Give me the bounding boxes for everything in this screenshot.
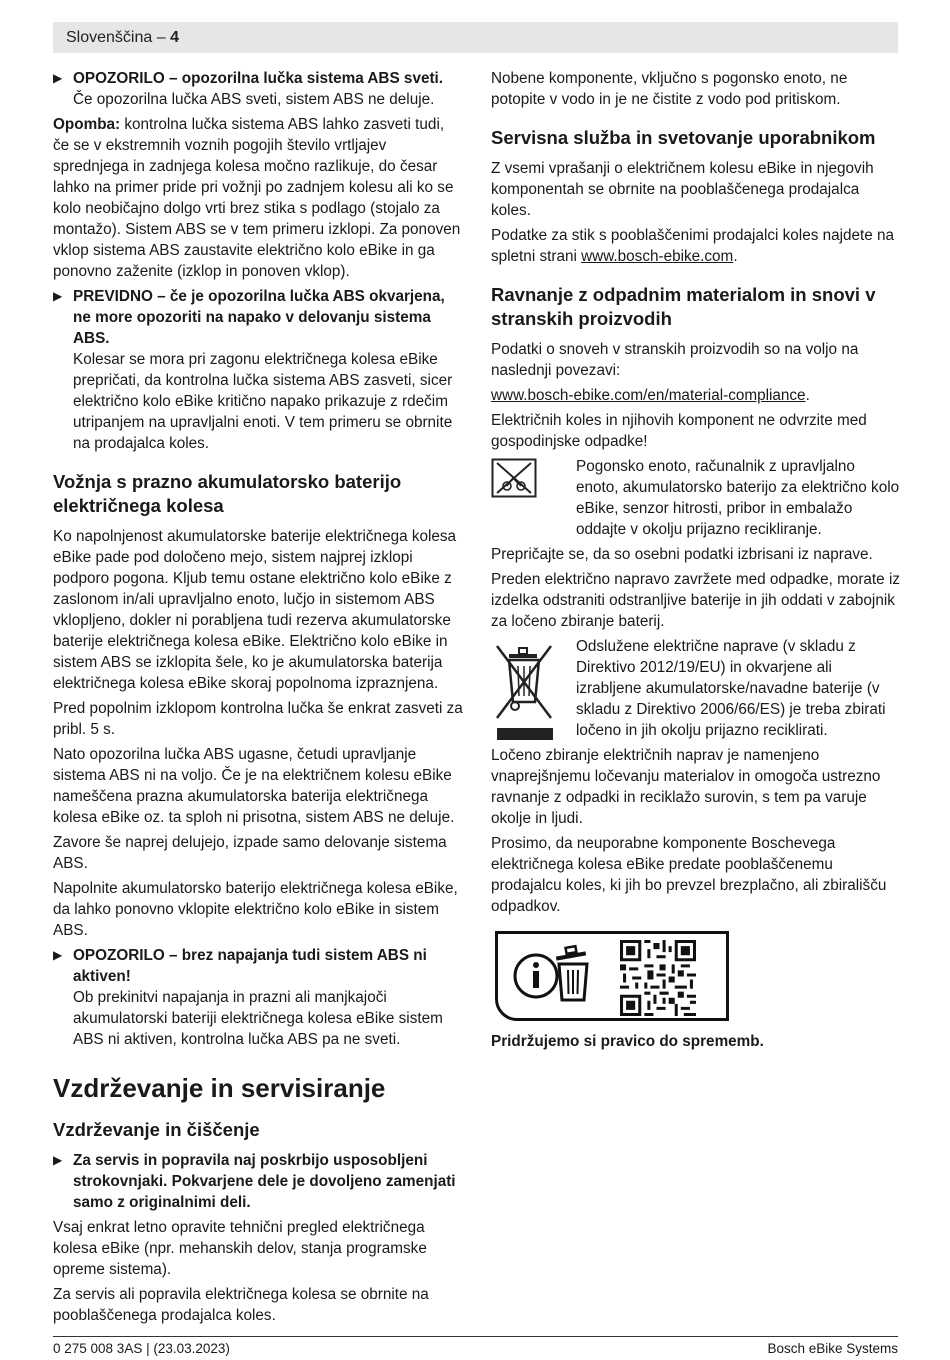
- note-paragraph: [53, 114, 463, 282]
- paragraph: Nobene komponente, vključno s pogonsko enoto, ne potopite v vodo in je ne čistite z vodo pod pritiskom.: [491, 70, 848, 108]
- warning-title: OPOZORILO – opozorilna lučka sistema ABS sveti.: [73, 70, 444, 87]
- warning-abs-light-on: [53, 68, 463, 110]
- paragraph: Ločeno zbiranje električnih naprav je namenjeno vnaprejšnjemu ločevanju materialov in omogoča ustrezno ravnanje z odpadki in reciklažo surovin, s tem pa varuje okolje in ljudi.: [491, 747, 881, 827]
- arrow-right-icon: ▶: [53, 289, 63, 303]
- no-household-waste-icon: [491, 458, 537, 498]
- heading-empty-battery: Vožnja s prazno akumulatorsko baterijo električnega kolesa: [53, 471, 402, 516]
- paragraph: Vsaj enkrat letno opravite tehnični pregled električnega kolesa eBike (npr. mehanskih delov, stanja programske opreme sistema).: [53, 1219, 427, 1278]
- page-header: [53, 22, 898, 53]
- note-text: kontrolna lučka sistema ABS lahko zasveti tudi, če se v ekstremnih voznih pogojih število vrtljajev sprednjega in zadnjega kolesa močno razlikuje, do česar lahko na primer pride pri vožnji po zadnjem kolesu ali ko se kolo neobičajno dolgo vrti brez stika s podlago (stojalo za montažo). Sistem ABS se v tem primeru izklopi. Za ponoven vklop sistema ABS zaustavite električno kolo eBike in ga ponovno zaženite (izklop in ponoven vklop).: [53, 116, 461, 280]
- warning-qualified-service: [53, 1150, 463, 1213]
- weee-block: [491, 636, 901, 741]
- document-id: 0 275 008 3AS | (23.03.2023): [53, 1341, 230, 1356]
- heading-customer-service: Servisna služba in svetovanje uporabnikom: [491, 127, 876, 148]
- warning-text: Ob prekinitvi napajanja in prazni ali manjkajoči akumulatorski bateriji električnega kolesa eBike sistem ABS ni aktiven, kontrolna lučka ABS pa ne sveti.: [73, 989, 443, 1048]
- material-compliance-link[interactable]: www.bosch-ebike.com/en/material-compliance: [491, 387, 806, 404]
- paragraph: Prosimo, da neuporabne komponente Boschevega električnega kolesa eBike predate pooblaščenemu prodajalcu koles, ki jih bo prevzel brezplačno, ali zbirališču odpadkov.: [491, 835, 887, 915]
- info-recycling-box: [495, 931, 729, 1021]
- paragraph: Napolnite akumulatorsko baterijo električnega kolesa eBike, da lahko ponovno vklopite električno kolo eBike in sistem ABS.: [53, 880, 458, 939]
- heading-maintenance-cleaning: Vzdrževanje in čiščenje: [53, 1119, 260, 1140]
- warning-no-power: [53, 945, 463, 1050]
- heading-waste-disposal: Ravnanje z odpadnim materialom in snovi v stranskih proizvodih: [491, 284, 876, 329]
- recycle-block: [491, 456, 901, 540]
- info-bin-icon: [512, 944, 608, 1004]
- warning-title: OPOZORILO – brez napajanja tudi sistem ABS ni aktiven!: [73, 947, 427, 985]
- note-label: Opomba:: [53, 116, 121, 133]
- warning-title: Za servis in popravila naj poskrbijo usposobljeni strokovnjaki. Pokvarjene dele je dovoljeno zamenjati samo z originalnimi deli.: [73, 1152, 456, 1211]
- page-footer: [53, 1336, 898, 1356]
- header-language: Slovenščina –: [66, 29, 171, 46]
- paragraph: Podatki o snoveh v stranskih proizvodih so na voljo na naslednji povezavi:: [491, 341, 859, 379]
- paragraph: Za servis ali popravila električnega kolesa se obrnite na pooblaščenega prodajalca koles.: [53, 1286, 429, 1324]
- paragraph: Zavore še naprej delujejo, izpade samo delovanje sistema ABS.: [53, 834, 447, 872]
- brand-name: Bosch eBike Systems: [767, 1341, 898, 1356]
- caution-abs-light-defect: [53, 286, 463, 454]
- qr-code-icon: [620, 940, 696, 1016]
- page-number: 4: [170, 29, 179, 46]
- crossed-out-bin-icon: [491, 640, 557, 748]
- link-end: .: [805, 387, 810, 404]
- warning-text: Kolesar se mora pri zagonu električnega kolesa eBike prepričati, da kontrolna lučka sistema ABS zasveti, sicer električno kolo eBike kritično napako prikazuje z rdečim utripanjem na upravljalni enoti. V tem primeru se obrnite na prodajalca koles.: [73, 351, 453, 452]
- warning-text: Če opozorilna lučka ABS sveti, sistem ABS ne deluje.: [73, 91, 435, 108]
- arrow-right-icon: ▶: [53, 948, 63, 962]
- arrow-right-icon: ▶: [53, 1153, 63, 1167]
- weee-text: Odslužene električne naprave (v skladu z Direktivo 2012/19/EU) in okvarjene ali izrabljene akumulatorske/navadne baterije (v skladu z Direktivo 2006/66/ES) je treba zbirati ločeno in jih okolju prijazno reciklirati.: [576, 638, 886, 739]
- right-column: [491, 68, 901, 1056]
- service-end: .: [733, 248, 738, 265]
- paragraph: Električnih koles in njihovih komponent ne odvrzite med gospodinjske odpadke!: [491, 412, 867, 450]
- paragraph: [491, 385, 901, 406]
- bosch-ebike-link[interactable]: www.bosch-ebike.com: [581, 248, 734, 265]
- paragraph: Prepričajte se, da so osebni podatki izbrisani iz naprave.: [491, 546, 873, 563]
- paragraph: [491, 225, 901, 267]
- service-text: Podatke za stik s pooblaščenimi prodajalci koles najdete na spletni strani: [491, 227, 895, 265]
- paragraph: Z vsemi vprašanji o električnem kolesu eBike in njegovih komponentah se obrnite na pooblaščenega prodajalca koles.: [491, 160, 874, 219]
- paragraph: Pred popolnim izklopom kontrolna lučka še enkrat zasveti za pribl. 5 s.: [53, 700, 463, 738]
- paragraph: Ko napolnjenost akumulatorske baterije električnega kolesa eBike pade pod določeno mejo, sistem najprej izklopi podporo pogona. Kljub temu ostane električno kolo eBike z zaslonom in/ali upravljalno enoto, lučjo in sistemom ABS vklopljeno, dokler ni porabljena tudi rezerva akumulatorske baterije električnega kolesa eBike. Električno kolo eBike in sistem ABS se izklopita šele, ko je akumulatorska baterija električnega kolesa eBike skoraj popolnoma izpraznjena.: [53, 528, 457, 692]
- paragraph: Preden električno napravo zavržete med odpadke, morate iz izdelka odstraniti odstranljive baterije in jih oddati v zabojnik za ločeno zbiranje baterij.: [491, 571, 900, 630]
- warning-title: PREVIDNO – če je opozorilna lučka ABS okvarjena, ne more opozoriti na napako v delovanju sistema ABS.: [73, 288, 445, 347]
- left-column: [53, 68, 463, 1330]
- recycle-text: Pogonsko enoto, računalnik z upravljalno enoto, akumulatorsko baterijo za električno kolo eBike, senzor hitrosti, pribor in embalažo oddajte v okolju prijazno recikliranje.: [576, 458, 900, 538]
- paragraph: Nato opozorilna lučka ABS ugasne, četudi upravljanje sistema ABS ni na voljo. Če je na električnem kolesu eBike nameščena prazna akumulatorska baterija električnega kolesa eBike oz. ta sploh ni prisotna, sistem ABS ne deluje.: [53, 746, 455, 826]
- reserve-rights-note: Pridržujemo si pravico do sprememb.: [491, 1033, 764, 1050]
- heading-maintenance-service: Vzdrževanje in servisiranje: [53, 1073, 386, 1103]
- arrow-right-icon: ▶: [53, 71, 63, 85]
